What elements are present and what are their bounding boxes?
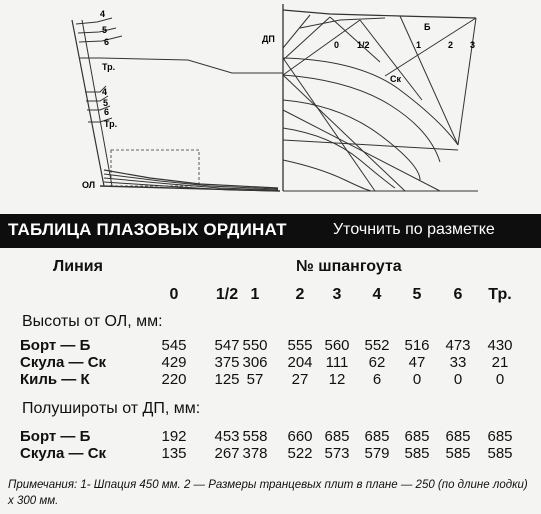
row-label: Борт — Б	[20, 337, 91, 354]
side-label-5-lower: 5	[103, 98, 109, 108]
table-cell-value: 6	[372, 371, 382, 388]
table-cell-value: 375	[214, 354, 240, 371]
side-label-6-lower: 6	[104, 107, 110, 117]
column-header-frame: 1/2	[215, 286, 239, 303]
table-cell-value: 12	[328, 371, 346, 388]
side-label-4-lower: 4	[102, 87, 108, 97]
table-cell-value: 550	[242, 337, 268, 354]
column-header-frame: 0	[169, 286, 179, 303]
body-label-0: 0	[334, 40, 340, 50]
table-cell-value: 378	[242, 445, 268, 462]
table-cell-value: 192	[161, 428, 187, 445]
table-cell-value: 111	[325, 354, 349, 371]
table-cell-value: 57	[246, 371, 264, 388]
table-subtitle: Уточнить по разметке	[333, 221, 495, 238]
table-cell-value: 204	[287, 354, 313, 371]
table-cell-value: 306	[242, 354, 268, 371]
table-title: ТАБЛИЦА ПЛАЗОВЫХ ОРДИНАТ	[8, 220, 287, 239]
line-column-header: Линия	[53, 258, 103, 275]
table-cell-value: 585	[445, 445, 471, 462]
side-label-tr-lower: Тр.	[104, 119, 118, 129]
row-label: Киль — К	[20, 371, 90, 388]
body-label-dp: ДП	[262, 34, 275, 44]
table-title-banner	[0, 214, 541, 248]
table-cell-value: 547	[214, 337, 240, 354]
table-cell-value: 429	[161, 354, 187, 371]
column-header-frame: 4	[372, 286, 382, 303]
side-label-tr-upper: Тр.	[102, 62, 116, 72]
table-cell-value: 220	[161, 371, 187, 388]
table-cell-value: 453	[214, 428, 240, 445]
side-label-ol: ОЛ	[82, 180, 96, 190]
table-cell-value: 685	[364, 428, 390, 445]
table-cell-value: 555	[287, 337, 313, 354]
table-cell-value: 267	[214, 445, 240, 462]
frame-number-header: № шпангоута	[296, 258, 402, 275]
table-cell-value: 560	[324, 337, 350, 354]
table-cell-value: 685	[404, 428, 430, 445]
table-cell-value: 0	[495, 371, 505, 388]
table-cell-value: 33	[449, 354, 467, 371]
table-cell-value: 545	[161, 337, 187, 354]
column-header-frame: Тр.	[488, 286, 512, 303]
body-label-half: 1/2	[357, 40, 370, 50]
table-cell-value: 685	[324, 428, 350, 445]
column-header-frame: 5	[412, 286, 422, 303]
table-cell-value: 473	[445, 337, 471, 354]
table-cell-value: 0	[412, 371, 422, 388]
widths-section-title: Полуширoты от ДП, мм:	[22, 400, 201, 417]
body-label-1: 1	[416, 40, 422, 50]
table-footnote: Примечания: 1- Шпация 450 мм. 2 — Размеры транцевых плит в плане — 250 (по длине лодки) х 300 мм.	[8, 479, 528, 507]
table-cell-value: 27	[291, 371, 309, 388]
side-label-4-upper: 4	[100, 9, 106, 19]
column-header-frame: 3	[332, 286, 342, 303]
table-cell-value: 585	[404, 445, 430, 462]
body-label-b: Б	[424, 22, 431, 32]
table-cell-value: 522	[287, 445, 313, 462]
hull-lines-drawing	[0, 0, 541, 208]
table-cell-value: 585	[487, 445, 513, 462]
table-cell-value: 685	[487, 428, 513, 445]
heights-section-title: Высоты от ОЛ, мм:	[22, 313, 163, 330]
body-label-2: 2	[448, 40, 454, 50]
table-cell-value: 47	[408, 354, 426, 371]
table-cell-value: 0	[453, 371, 463, 388]
body-plan-view	[283, 4, 478, 191]
table-cell-value: 552	[364, 337, 390, 354]
body-label-3: 3	[470, 40, 476, 50]
table-cell-value: 516	[404, 337, 430, 354]
row-label: Скула — Ск	[20, 445, 107, 462]
column-header-frame: 6	[453, 286, 463, 303]
table-cell-value: 685	[445, 428, 471, 445]
row-label: Скула — Ск	[20, 354, 107, 371]
table-cell-value: 62	[368, 354, 386, 371]
table-cell-value: 135	[161, 445, 187, 462]
table-cell-value: 660	[287, 428, 313, 445]
offsets-table	[0, 252, 541, 474]
body-label-sk: Ск	[390, 74, 402, 84]
table-cell-value: 430	[487, 337, 513, 354]
column-header-frame: 1	[250, 286, 260, 303]
table-cell-value: 579	[364, 445, 390, 462]
table-cell-value: 125	[214, 371, 240, 388]
side-label-5-upper: 5	[102, 25, 108, 35]
side-label-6-upper: 6	[104, 37, 110, 47]
table-cell-value: 573	[324, 445, 350, 462]
table-cell-value: 21	[491, 354, 509, 371]
table-cell-value: 558	[242, 428, 268, 445]
column-header-frame: 2	[295, 286, 305, 303]
row-label: Борт — Б	[20, 428, 91, 445]
